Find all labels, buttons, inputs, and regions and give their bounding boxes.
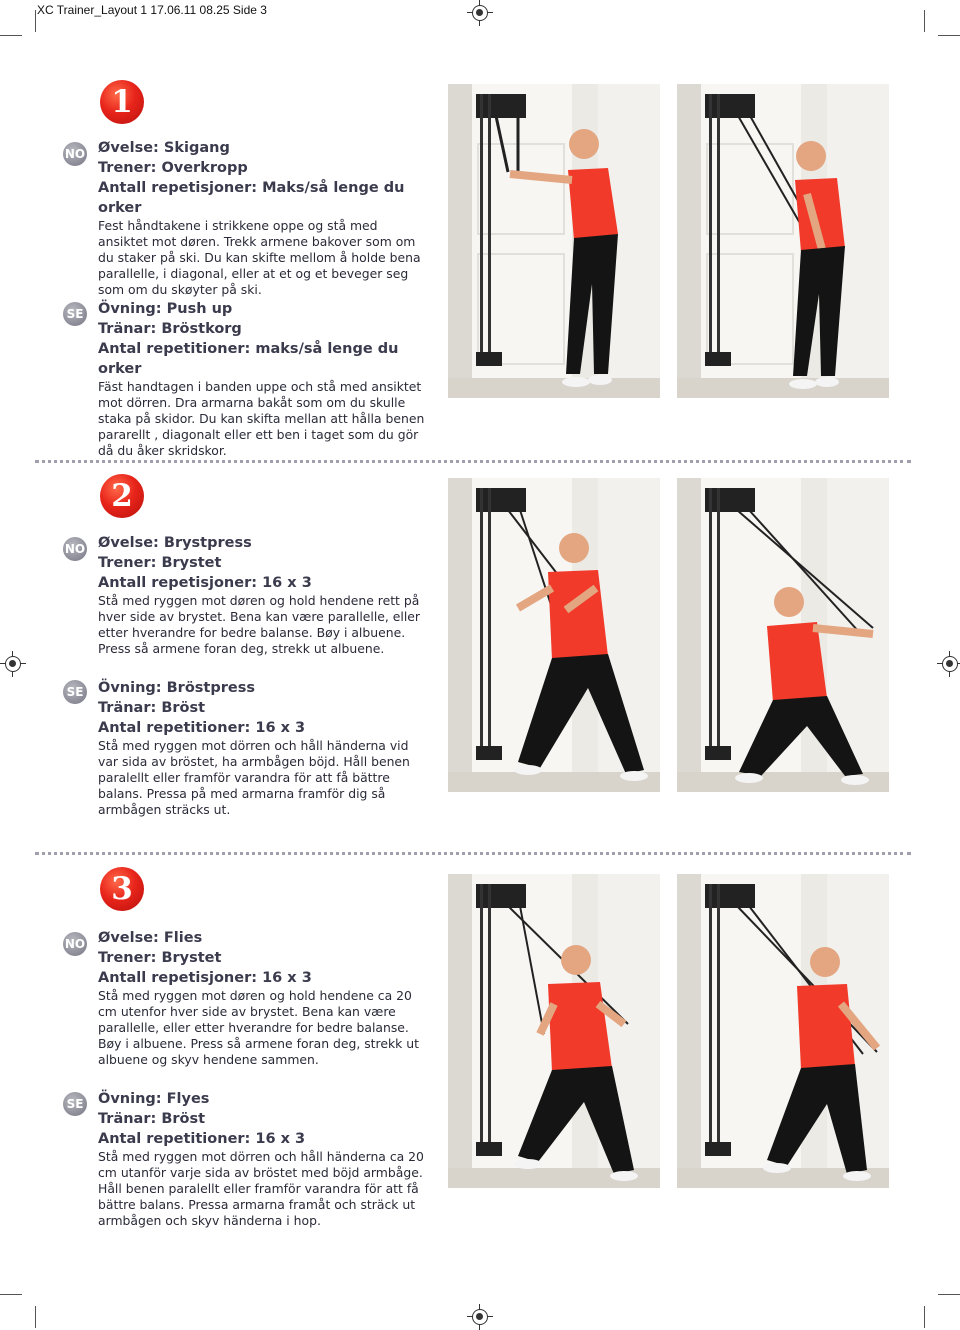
exercise-title: Øvelse: Skigang [98,140,230,156]
crop-mark [0,35,22,36]
exercise-photo [448,874,660,1188]
exercise-trainer: Tränar: Bröst [98,700,206,716]
exercise-title: Övning: Push up [98,301,233,317]
registration-mark-right [937,651,960,677]
exercise-title: Övning: Flyes [98,1091,210,1107]
crop-mark [35,10,36,32]
language-badge-se: SE [63,302,87,326]
exercise-description: Fest håndtakene i strikkene oppe og stå med ansiktet mot døren. Trekk armene bakover som om du staker på ski. Du kan skifte mellom å holde bena parallelle, i diagonal, eller at et og et beveger seg som om du skøyter på ski. [98,218,421,297]
exercise-trainer: Trener: Brystet [98,555,222,571]
registration-mark-bottom [467,1304,493,1330]
exercise-reps: Antall repetisjoner: Maks/så lenge du orker [98,180,405,216]
exercise-trainer: Trener: Brystet [98,950,222,966]
exercise-reps: Antal repetitioner: 16 x 3 [98,1131,306,1147]
language-badge-se: SE [63,1092,87,1116]
exercise-reps: Antal repetitioner: 16 x 3 [98,720,306,736]
language-badge-se: SE [63,680,87,704]
exercise-title: Øvelse: Brystpress [98,535,252,551]
exercise-reps: Antall repetisjoner: 16 x 3 [98,575,312,591]
crop-mark [924,1306,925,1328]
language-badge-no: NO [63,932,87,956]
exercise-number-badge: 1 [100,80,144,124]
registration-mark-top [467,0,493,26]
exercise-trainer: Tränar: Bröst [98,1111,206,1127]
language-badge-no: NO [63,142,87,166]
exercise-photo [448,478,660,792]
exercise-photo [448,84,660,398]
exercise-description: Stå med ryggen mot døren og hold hendene rett på hver side av brystet. Bena kan være parallelle, eller etter hverandre for bedre balanse. Bøy i albuene. Press så armene foran deg, strekk ut albuene. [98,593,420,656]
exercise-description: Stå med ryggen mot dörren och håll händerna ca 20 cm utanför varje sida av bröstet med böjd armbåge. Håll benen paralellt eller framför varandra för att få bättre balans. Pressa armarna framåt och sträck ut armbågen och skyv händerna i hop. [98,1149,424,1228]
exercise-trainer: Trener: Overkropp [98,160,248,176]
crop-mark [0,1294,22,1295]
exercise-title: Övning: Bröstpress [98,680,255,696]
exercise-number-badge: 3 [100,867,144,911]
exercise-text-no [98,138,428,298]
exercise-photo [677,84,889,398]
exercise-description: Stå med ryggen mot døren og hold hendene ca 20 cm utenfor hver side av brystet. Bena kan være parallelle, eller etter hverandre for bedre balanse. Bøy i albuene. Press så armene foran deg, strekk ut albuene og skyv hendene sammen. [98,988,419,1067]
crop-mark [924,10,925,32]
exercise-photo [677,874,889,1188]
exercise-description: Stå med ryggen mot dörren och håll händerna vid var sida av bröstet, ha armbågen böjd. Håll benen paralellt eller framför varandra för att få bättre balans. Pressa på med armarna framför dig så armbågen sträcks ut. [98,738,410,817]
language-badge-no: NO [63,537,87,561]
crop-mark [938,35,960,36]
section-divider [35,460,911,463]
section-divider [35,852,911,855]
exercise-title: Øvelse: Flies [98,930,203,946]
exercise-number-badge: 2 [100,474,144,518]
exercise-text-se [98,299,428,459]
crop-mark [938,1294,960,1295]
slug-line: XC Trainer_Layout 1 17.06.11 08.25 Side 3 [37,3,267,17]
crop-mark [35,1306,36,1328]
exercise-reps: Antal repetitioner: maks/så lenge du orker [98,341,399,377]
exercise-text-no [98,533,428,657]
exercise-trainer: Tränar: Bröstkorg [98,321,242,337]
exercise-reps: Antall repetisjoner: 16 x 3 [98,970,312,986]
exercise-photo [677,478,889,792]
exercise-text-se [98,678,428,818]
exercise-text-se [98,1089,428,1229]
registration-mark-left [0,651,26,677]
exercise-text-no [98,928,428,1068]
exercise-description: Fäst handtagen i banden uppe och stå med ansiktet mot dörren. Dra armarna bakåt som om du skulle staka på skidor. Du kan skifta mellan att hålla benen pararellt , diagonalt eller ett ben i taget som du gör då du åker skridskor. [98,379,425,458]
